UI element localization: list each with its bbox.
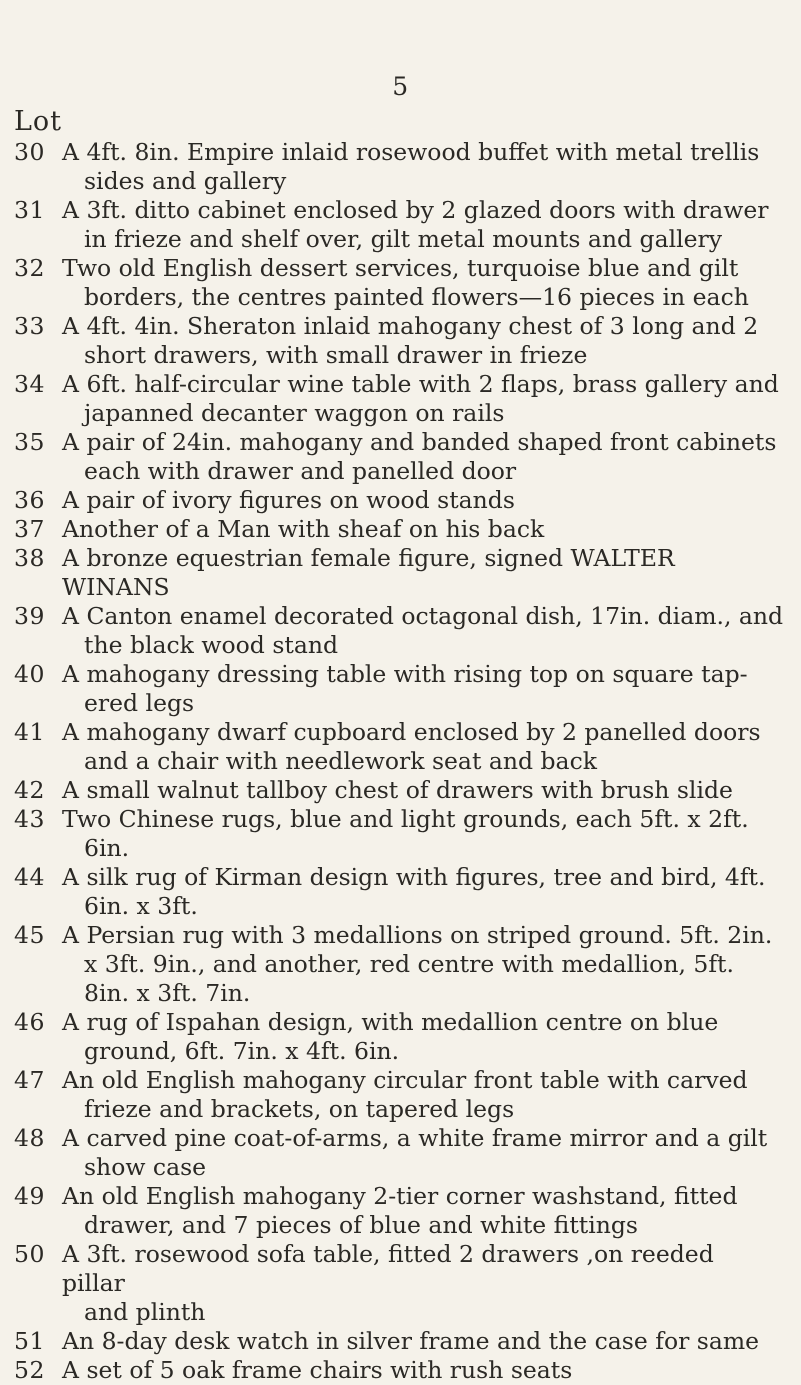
lot-description xyxy=(62,544,784,602)
lot-number: 43 xyxy=(14,805,45,833)
lot-description xyxy=(62,515,784,544)
lot-entry xyxy=(14,1240,784,1327)
lot-description-line: A mahogany dwarf cupboard enclosed by 2 panelled doors xyxy=(62,718,761,746)
lot-number: 38 xyxy=(14,544,45,572)
lot-number: 33 xyxy=(14,312,45,340)
page-number: 5 xyxy=(392,72,409,101)
lot-description xyxy=(62,863,784,921)
lot-description-line: and a chair with needlework seat and back xyxy=(84,747,597,775)
lot-description-line: japanned decanter waggon on rails xyxy=(84,399,505,427)
lot-number: 37 xyxy=(14,515,45,543)
lot-description xyxy=(62,921,784,1008)
lot-description xyxy=(62,196,784,254)
lot-entry xyxy=(14,1066,784,1124)
lot-description-line: An old English mahogany 2-tier corner washstand, fitted xyxy=(62,1182,738,1210)
lot-description-line: A 4ft. 8in. Empire inlaid rosewood buffet with metal trellis xyxy=(62,138,760,166)
lot-number: 52 xyxy=(14,1356,45,1384)
lot-number: 44 xyxy=(14,863,45,891)
lot-description xyxy=(62,602,784,660)
lot-list xyxy=(14,138,784,1385)
lot-description-line: A set of 5 oak frame chairs with rush seats xyxy=(62,1356,573,1384)
lot-entry xyxy=(14,1124,784,1182)
lot-description xyxy=(62,486,784,515)
lot-description-line: A 6ft. half-circular wine table with 2 flaps, brass gallery and xyxy=(62,370,779,398)
lot-number: 51 xyxy=(14,1327,45,1355)
lot-description-line: A Canton enamel decorated octagonal dish, 17in. diam., and xyxy=(62,602,784,630)
lot-description-line: An old English mahogany circular front table with carved xyxy=(62,1066,748,1094)
lot-entry xyxy=(14,544,784,602)
lot-entry xyxy=(14,312,784,370)
lot-description xyxy=(62,660,784,718)
lot-description-line: ered legs xyxy=(84,689,195,717)
lot-number: 42 xyxy=(14,776,45,804)
lot-description-line: Two old English dessert services, turquoise blue and gilt xyxy=(62,254,739,282)
lot-number: 47 xyxy=(14,1066,45,1094)
lot-description-line: A rug of Ispahan design, with medallion centre on blue xyxy=(62,1008,719,1036)
lot-entry xyxy=(14,1327,784,1356)
lot-description-line: 6in. xyxy=(84,834,130,862)
lot-number: 50 xyxy=(14,1240,45,1268)
lot-description xyxy=(62,254,784,312)
lot-description xyxy=(62,1327,784,1356)
lot-entry xyxy=(14,1356,784,1385)
lot-description xyxy=(62,805,784,863)
lot-description-line: ground, 6ft. 7in. x 4ft. 6in. xyxy=(84,1037,400,1065)
lot-description-line: A bronze equestrian female figure, signed WALTER WINANS xyxy=(62,544,675,601)
lot-description-line: Another of a Man with sheaf on his back xyxy=(62,515,545,543)
lot-description-line: x 3ft. 9in., and another, red centre with medallion, 5ft. xyxy=(84,950,734,978)
lot-description-line: A pair of ivory figures on wood stands xyxy=(62,486,515,514)
lot-entry xyxy=(14,660,784,718)
lot-number: 49 xyxy=(14,1182,45,1210)
lot-description xyxy=(62,370,784,428)
lot-description xyxy=(62,1066,784,1124)
lot-description-line: each with drawer and panelled door xyxy=(84,457,517,485)
lot-number: 32 xyxy=(14,254,45,282)
lot-description-line: short drawers, with small drawer in frieze xyxy=(84,341,588,369)
lot-number: 36 xyxy=(14,486,45,514)
lot-entry xyxy=(14,776,784,805)
lot-description xyxy=(62,1182,784,1240)
lot-description-line: the black wood stand xyxy=(84,631,339,659)
lot-number: 30 xyxy=(14,138,45,166)
lot-description-line: A Persian rug with 3 medallions on striped ground. 5ft. 2in. xyxy=(62,921,773,949)
lot-description-line: sides and gallery xyxy=(84,167,287,195)
lot-number: 35 xyxy=(14,428,45,456)
lot-description xyxy=(62,1124,784,1182)
lot-description-line: Two Chinese rugs, blue and light grounds, each 5ft. x 2ft. xyxy=(62,805,749,833)
lot-number: 40 xyxy=(14,660,45,688)
lot-description-line: A silk rug of Kirman design with figures, tree and bird, 4ft. xyxy=(62,863,766,891)
lot-entry xyxy=(14,370,784,428)
lot-entry xyxy=(14,921,784,1008)
lot-description-line: and plinth xyxy=(84,1298,206,1326)
lot-entry xyxy=(14,196,784,254)
lot-entry xyxy=(14,1182,784,1240)
lot-column-header: Lot xyxy=(14,106,63,137)
lot-entry xyxy=(14,718,784,776)
lot-entry xyxy=(14,602,784,660)
lot-entry xyxy=(14,486,784,515)
lot-entry xyxy=(14,254,784,312)
lot-description xyxy=(62,718,784,776)
lot-entry xyxy=(14,1008,784,1066)
lot-description xyxy=(62,1240,784,1327)
lot-number: 48 xyxy=(14,1124,45,1152)
lot-description-line: A 3ft. ditto cabinet enclosed by 2 glazed doors with drawer xyxy=(62,196,769,224)
lot-description-line: show case xyxy=(84,1153,207,1181)
lot-description xyxy=(62,776,784,805)
lot-description xyxy=(62,1356,784,1385)
lot-number: 31 xyxy=(14,196,45,224)
lot-description-line: 6in. x 3ft. xyxy=(84,892,198,920)
lot-description-line: A pair of 24in. mahogany and banded shaped front cabinets xyxy=(62,428,777,456)
lot-number: 45 xyxy=(14,921,45,949)
lot-entry xyxy=(14,515,784,544)
lot-number: 41 xyxy=(14,718,45,746)
lot-description xyxy=(62,1008,784,1066)
lot-description xyxy=(62,138,784,196)
lot-description-line: 8in. x 3ft. 7in. xyxy=(84,979,251,1007)
lot-description xyxy=(62,312,784,370)
lot-description-line: An 8-day desk watch in silver frame and the case for same xyxy=(62,1327,760,1355)
lot-entry xyxy=(14,428,784,486)
lot-description-line: A 3ft. rosewood sofa table, fitted 2 drawers ,on reeded pillar xyxy=(62,1240,714,1297)
lot-description-line: borders, the centres painted flowers—16 pieces in each xyxy=(84,283,749,311)
lot-entry xyxy=(14,138,784,196)
lot-number: 34 xyxy=(14,370,45,398)
lot-description xyxy=(62,428,784,486)
lot-number: 39 xyxy=(14,602,45,630)
lot-description-line: A 4ft. 4in. Sheraton inlaid mahogany chest of 3 long and 2 xyxy=(62,312,759,340)
lot-description-line: in frieze and shelf over, gilt metal mounts and gallery xyxy=(84,225,723,253)
lot-description-line: frieze and brackets, on tapered legs xyxy=(84,1095,515,1123)
lot-entry xyxy=(14,863,784,921)
lot-entry xyxy=(14,805,784,863)
lot-description-line: A carved pine coat-of-arms, a white frame mirror and a gilt xyxy=(62,1124,768,1152)
lot-description-line: A small walnut tallboy chest of drawers with brush slide xyxy=(62,776,733,804)
lot-description-line: A mahogany dressing table with rising top on square tap- xyxy=(62,660,748,688)
lot-description-line: drawer, and 7 pieces of blue and white fittings xyxy=(84,1211,638,1239)
lot-number: 46 xyxy=(14,1008,45,1036)
